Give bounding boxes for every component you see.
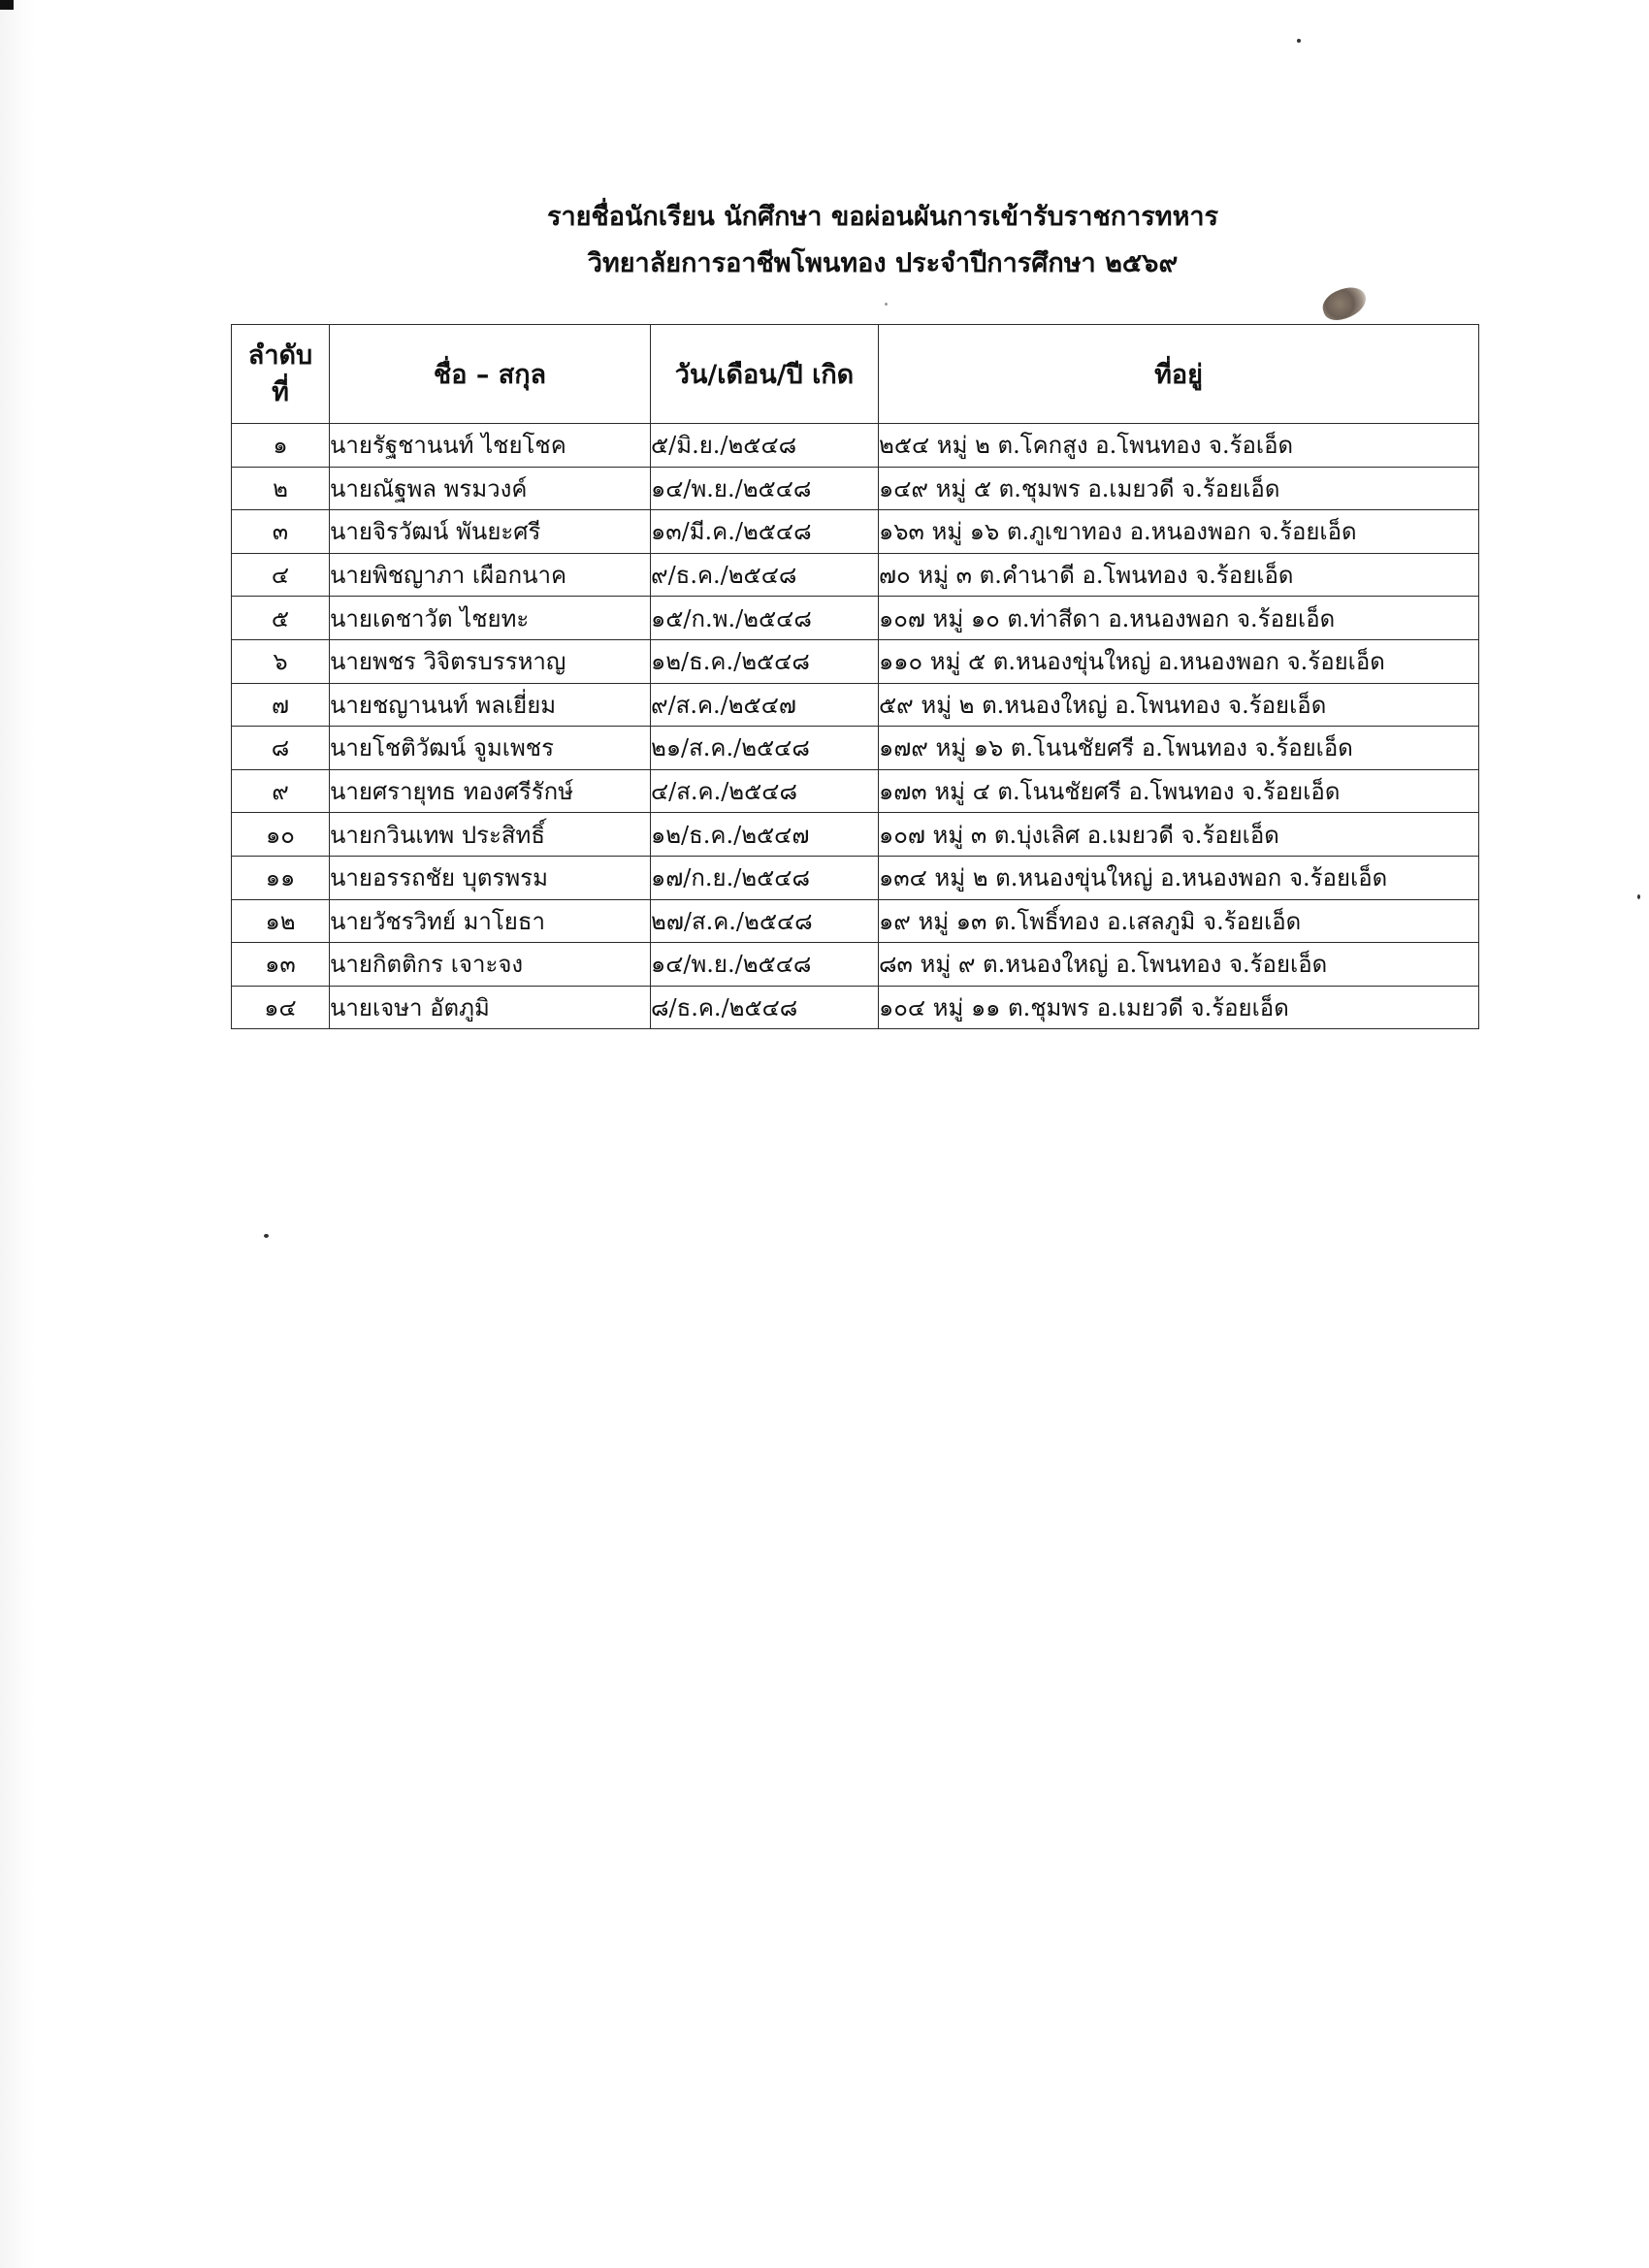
table-body bbox=[232, 424, 1479, 1029]
table-row bbox=[232, 510, 1479, 554]
scan-edge-shadow bbox=[0, 0, 35, 2268]
table-row bbox=[232, 597, 1479, 640]
table-row bbox=[232, 943, 1479, 987]
row-number: ๑๐ bbox=[232, 813, 330, 857]
row-number: ๕ bbox=[232, 597, 330, 640]
birth-date: ๑๔/พ.ย./๒๕๔๘ bbox=[651, 943, 879, 987]
birth-date: ๙/ส.ค./๒๕๔๗ bbox=[651, 683, 879, 727]
row-number: ๑๑ bbox=[232, 856, 330, 899]
row-number: ๘ bbox=[232, 727, 330, 770]
dust-speck bbox=[1297, 39, 1301, 43]
address: ๕๙ หมู่ ๒ ต.หนองใหญ่ อ.โพนทอง จ.ร้อยเอ็ด bbox=[879, 683, 1479, 727]
ink-stain bbox=[1318, 283, 1370, 325]
header-dob: วัน/เดือน/ปี เกิด bbox=[651, 325, 879, 424]
birth-date: ๘/ธ.ค./๒๕๔๘ bbox=[651, 986, 879, 1029]
document-title: รายชื่อนักเรียน นักศึกษา ขอผ่อนผันการเข้ารับราชการทหาร bbox=[546, 202, 1219, 232]
address: ๑๓๔ หมู่ ๒ ต.หนองขุ่นใหญ่ อ.หนองพอก จ.ร้อยเอ็ด bbox=[879, 856, 1479, 899]
student-name: นายเจษา อัตภูมิ bbox=[330, 986, 651, 1029]
birth-date: ๕/มิ.ย./๒๕๔๘ bbox=[651, 424, 879, 468]
header-address: ที่อยู่ bbox=[879, 325, 1479, 424]
student-name: นายณัฐพล พรมวงค์ bbox=[330, 467, 651, 510]
address: ๑๙ หมู่ ๑๓ ต.โพธิ์ทอง อ.เสลภูมิ จ.ร้อยเอ็ด bbox=[879, 899, 1479, 943]
birth-date: ๔/ส.ค./๒๕๔๘ bbox=[651, 769, 879, 813]
address: ๒๕๔ หมู่ ๒ ต.โคกสูง อ.โพนทอง จ.ร้อเอ็ด bbox=[879, 424, 1479, 468]
student-name: นายพิชญาภา เผือกนาค bbox=[330, 553, 651, 597]
table-row bbox=[232, 467, 1479, 510]
student-name: นายรัฐชานนท์ ไชยโชค bbox=[330, 424, 651, 468]
address: ๑๑๐ หมู่ ๕ ต.หนองขุ่นใหญ่ อ.หนองพอก จ.ร้อยเอ็ด bbox=[879, 639, 1479, 683]
row-number: ๖ bbox=[232, 639, 330, 683]
table-row bbox=[232, 424, 1479, 468]
student-name: นายจิรวัฒน์ พันยะศรี bbox=[330, 510, 651, 554]
address: ๑๔๙ หมู่ ๕ ต.ชุมพร อ.เมยวดี จ.ร้อยเอ็ด bbox=[879, 467, 1479, 510]
birth-date: ๙/ธ.ค./๒๕๔๘ bbox=[651, 553, 879, 597]
address: ๑๐๔ หมู่ ๑๑ ต.ชุมพร อ.เมยวดี จ.ร้อยเอ็ด bbox=[879, 986, 1479, 1029]
address: ๑๗๙ หมู่ ๑๖ ต.โนนชัยศรี อ.โพนทอง จ.ร้อยเอ็ด bbox=[879, 727, 1479, 770]
student-name: นายกิตติกร เจาะจง bbox=[330, 943, 651, 987]
table-row bbox=[232, 683, 1479, 727]
student-name: นายอรรถชัย บุตรพรม bbox=[330, 856, 651, 899]
header-no-line-1: ลำดับ bbox=[247, 340, 313, 371]
dust-speck bbox=[885, 303, 888, 306]
row-number: ๑ bbox=[232, 424, 330, 468]
row-number: ๙ bbox=[232, 769, 330, 813]
student-name: นายชญานนท์ พลเยี่ยม bbox=[330, 683, 651, 727]
row-number: ๑๓ bbox=[232, 943, 330, 987]
table-row bbox=[232, 639, 1479, 683]
address: ๑๗๓ หมู่ ๔ ต.โนนชัยศรี อ.โพนทอง จ.ร้อยเอ็ด bbox=[879, 769, 1479, 813]
birth-date: ๑๗/ก.ย./๒๕๔๘ bbox=[651, 856, 879, 899]
header-name: ชื่อ – สกุล bbox=[330, 325, 651, 424]
row-number: ๒ bbox=[232, 467, 330, 510]
scan-corner-mark bbox=[0, 0, 14, 10]
birth-date: ๑๓/มี.ค./๒๕๔๘ bbox=[651, 510, 879, 554]
header-no-line-2: ที่ bbox=[272, 376, 289, 407]
table-row bbox=[232, 813, 1479, 857]
dust-speck bbox=[264, 1234, 269, 1238]
row-number: ๗ bbox=[232, 683, 330, 727]
address: ๑๐๗ หมู่ ๓ ต.บุ่งเลิศ อ.เมยวดี จ.ร้อยเอ็ด bbox=[879, 813, 1479, 857]
student-name: นายโชติวัฒน์ จูมเพชร bbox=[330, 727, 651, 770]
document-subtitle: วิทยาลัยการอาชีพโพนทอง ประจำปีการศึกษา ๒๕๖๙ bbox=[587, 248, 1179, 278]
table-row bbox=[232, 769, 1479, 813]
dust-speck bbox=[1637, 894, 1640, 899]
table-row bbox=[232, 553, 1479, 597]
row-number: ๑๔ bbox=[232, 986, 330, 1029]
student-name: นายกวินเทพ ประสิทธิ์ bbox=[330, 813, 651, 857]
table-row bbox=[232, 856, 1479, 899]
address: ๗๐ หมู่ ๓ ต.คำนาดี อ.โพนทอง จ.ร้อยเอ็ด bbox=[879, 553, 1479, 597]
table-header-row bbox=[232, 325, 1479, 424]
student-name: นายเดชาวัต ไชยทะ bbox=[330, 597, 651, 640]
row-number: ๓ bbox=[232, 510, 330, 554]
birth-date: ๒๑/ส.ค./๒๕๔๘ bbox=[651, 727, 879, 770]
table-row bbox=[232, 727, 1479, 770]
table-row bbox=[232, 899, 1479, 943]
table-row bbox=[232, 986, 1479, 1029]
birth-date: ๑๔/พ.ย./๒๕๔๘ bbox=[651, 467, 879, 510]
address: ๑๐๗ หมู่ ๑๐ ต.ท่าสีดา อ.หนองพอก จ.ร้อยเอ็ด bbox=[879, 597, 1479, 640]
birth-date: ๑๒/ธ.ค./๒๕๔๗ bbox=[651, 813, 879, 857]
address: ๑๖๓ หมู่ ๑๖ ต.ภูเขาทอง อ.หนองพอก จ.ร้อยเอ็ด bbox=[879, 510, 1479, 554]
birth-date: ๒๗/ส.ค./๒๕๔๘ bbox=[651, 899, 879, 943]
student-table bbox=[231, 324, 1479, 1029]
birth-date: ๑๒/ธ.ค./๒๕๔๘ bbox=[651, 639, 879, 683]
header-no bbox=[232, 325, 330, 424]
birth-date: ๑๕/ก.พ./๒๕๔๘ bbox=[651, 597, 879, 640]
student-name: นายวัชรวิทย์ มาโยธา bbox=[330, 899, 651, 943]
row-number: ๑๒ bbox=[232, 899, 330, 943]
address: ๘๓ หมู่ ๙ ต.หนองใหญ่ อ.โพนทอง จ.ร้อยเอ็ด bbox=[879, 943, 1479, 987]
student-name: นายพชร วิจิตรบรรหาญ bbox=[330, 639, 651, 683]
student-name: นายศรายุทธ ทองศรีรักษ์ bbox=[330, 769, 651, 813]
document-header bbox=[0, 194, 1649, 287]
row-number: ๔ bbox=[232, 553, 330, 597]
